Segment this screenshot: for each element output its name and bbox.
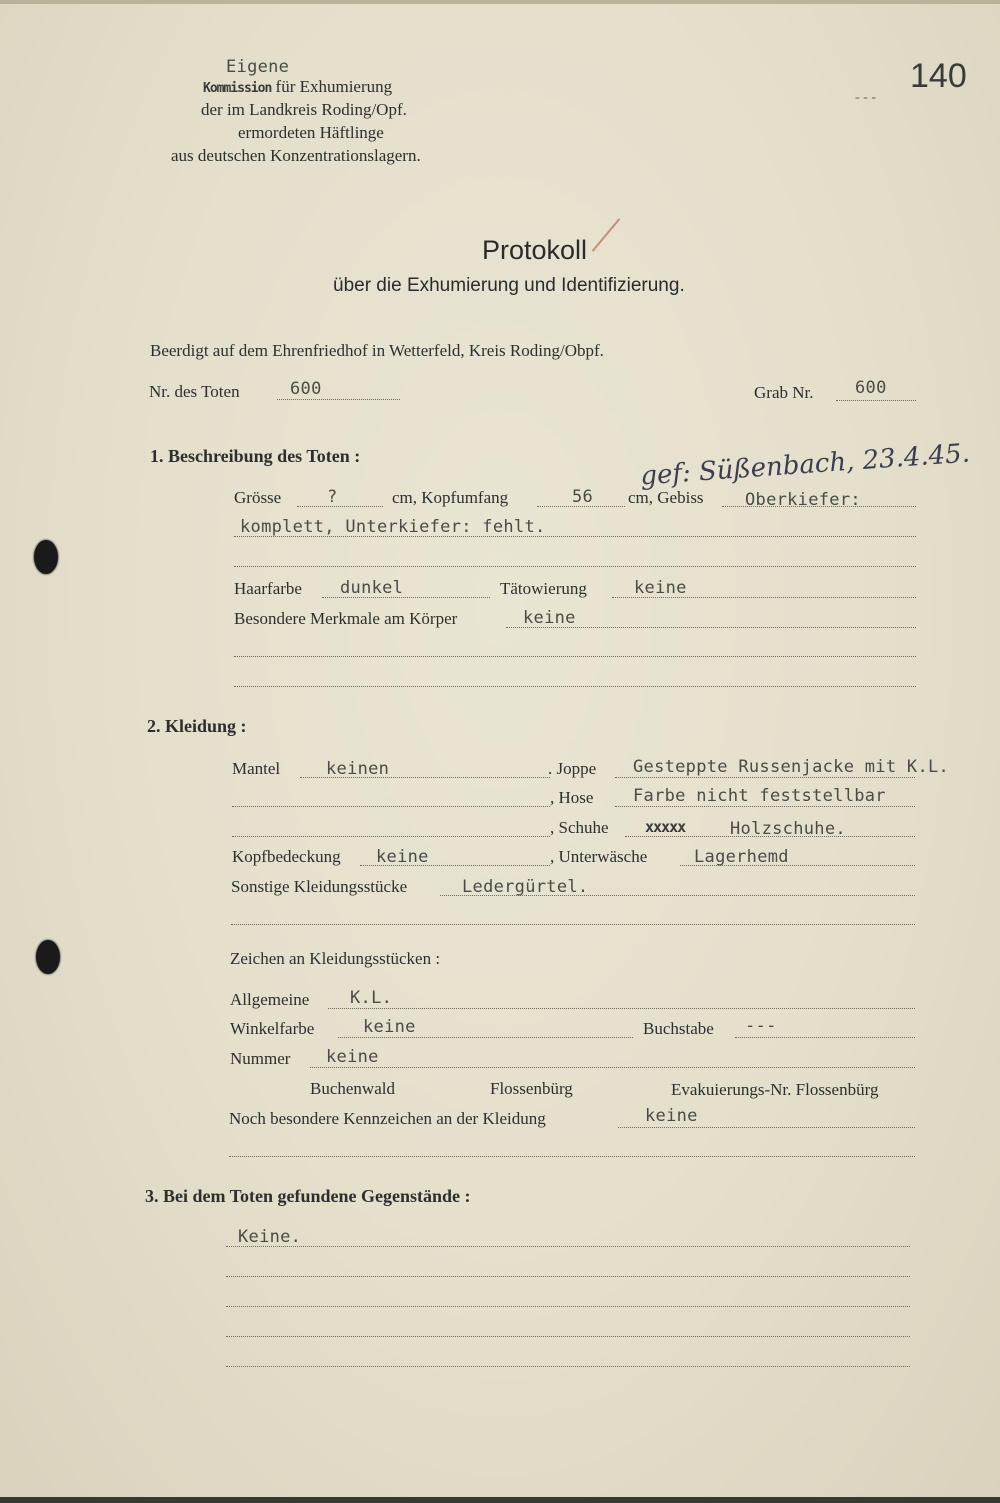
general-value: K.L. [350, 988, 393, 1008]
underwear-label: , Unterwäsche [550, 847, 648, 866]
letter-value: --- [745, 1016, 777, 1036]
header-line-1 [203, 77, 392, 99]
header-typed-insert: Eigene [226, 57, 290, 77]
other-marks-label: Noch besondere Kennzeichen an der Kleidung [229, 1109, 546, 1128]
jacket-line [615, 777, 915, 778]
camp-flossenbuerg: Flossenbürg [490, 1079, 573, 1098]
features-value: keine [523, 608, 576, 628]
coat-label: Mantel [232, 759, 281, 778]
blank-line [232, 806, 550, 807]
teeth-value: Oberkiefer: [745, 490, 861, 510]
number-value: keine [326, 1047, 379, 1067]
size-line [297, 506, 383, 507]
other-clothing-label: Sonstige Kleidungsstücke [231, 877, 408, 896]
header-line-3: ermordeten Häftlinge [238, 123, 384, 142]
jacket-label: . Joppe [548, 759, 597, 778]
other-marks-value: keine [645, 1106, 698, 1126]
trousers-line [615, 806, 915, 807]
blank-line [229, 1156, 915, 1157]
headgear-value: keine [376, 847, 429, 867]
page-title: Protokoll [482, 235, 588, 265]
blank-line [234, 566, 916, 567]
punch-hole-upper [34, 540, 58, 574]
trousers-value: Farbe nicht feststellbar [633, 786, 886, 806]
page-subtitle: über die Exhumierung und Identifizierung. [333, 275, 685, 296]
blank-line [226, 1336, 910, 1337]
head-circumference-value: 56 [572, 487, 594, 507]
camp-buchenwald: Buchenwald [310, 1079, 395, 1098]
features-label: Besondere Merkmale am Körper [234, 609, 458, 628]
triangle-color-line [338, 1037, 633, 1038]
handwritten-note: gef: Süßenbach, 23.4.45. [639, 438, 971, 492]
header-line-4: aus deutschen Konzentrationslagern. [171, 146, 421, 165]
other-marks-line [618, 1127, 915, 1128]
header-line-2: der im Landkreis Roding/Opf. [201, 100, 407, 119]
tattoo-value: keine [634, 578, 687, 598]
paper-bottom-edge [0, 1497, 1000, 1503]
blank-line [226, 1276, 910, 1277]
page-number: 140 [910, 57, 967, 95]
teeth-label: cm, Gebiss [628, 488, 704, 507]
number-label: Nummer [230, 1049, 291, 1068]
letter-label: Buchstabe [643, 1019, 714, 1038]
teeth-continued-line [234, 536, 916, 537]
header-struck-word: Kommission [203, 81, 272, 96]
corner-marks: - - - [855, 90, 876, 105]
clothing-marks-label: Zeichen an Kleidungsstücken : [230, 949, 441, 968]
blank-line [232, 836, 550, 837]
shoes-value: Holzschuhe. [730, 819, 846, 839]
headgear-label: Kopfbedeckung [232, 847, 341, 866]
coat-value: keinen [326, 759, 390, 779]
dead-number-line [277, 399, 400, 400]
red-pencil-stroke [592, 218, 621, 251]
grave-number-label: Grab Nr. [754, 383, 814, 402]
items-line [226, 1246, 910, 1247]
other-clothing-value: Ledergürtel. [462, 877, 589, 897]
number-line [310, 1067, 915, 1068]
triangle-color-label: Winkelfarbe [230, 1019, 315, 1038]
grave-number-value: 600 [855, 378, 887, 398]
section-1-heading: 1. Beschreibung des Toten : [150, 446, 361, 466]
jacket-value: Gesteppte Russenjacke mit K.L. [633, 757, 950, 777]
shoes-label: , Schuhe [550, 818, 609, 837]
blank-line [226, 1306, 910, 1307]
underwear-value: Lagerhemd [694, 847, 789, 867]
blank-line [226, 1366, 910, 1367]
burial-line: Beerdigt auf dem Ehrenfriedhof in Wetterfeld, Kreis Roding/Obpf. [150, 341, 604, 360]
head-circumference-label: cm, Kopfumfang [392, 488, 509, 507]
punch-hole-lower [36, 940, 60, 974]
items-found-value: Keine. [238, 1227, 302, 1247]
size-value: ? [327, 487, 338, 507]
general-label: Allgemeine [230, 990, 310, 1009]
trousers-label: , Hose [550, 788, 594, 807]
size-label: Grösse [234, 488, 282, 507]
evacuation-number: Evakuierungs-Nr. Flossenbürg [671, 1080, 879, 1099]
blank-line [234, 656, 916, 657]
hair-color-label: Haarfarbe [234, 579, 302, 598]
general-line [328, 1008, 915, 1009]
teeth-continued: komplett, Unterkiefer: fehlt. [240, 517, 546, 537]
hair-color-value: dunkel [340, 578, 404, 598]
dead-number-label: Nr. des Toten [149, 382, 240, 401]
section-2-heading: 2. Kleidung : [147, 716, 247, 736]
section-3-heading: 3. Bei dem Toten gefundene Gegenstände : [145, 1186, 471, 1206]
blank-line [231, 924, 915, 925]
tattoo-label: Tätowierung [500, 579, 587, 598]
shoes-struck: xxxxx [645, 818, 686, 836]
letter-line [735, 1037, 915, 1038]
dead-number-value: 600 [290, 379, 322, 399]
paper-top-edge [0, 0, 1000, 4]
blank-line [234, 686, 916, 687]
header-line-1-rest: für Exhumierung [275, 77, 393, 96]
grave-number-line [836, 400, 916, 401]
triangle-color-value: keine [363, 1017, 416, 1037]
